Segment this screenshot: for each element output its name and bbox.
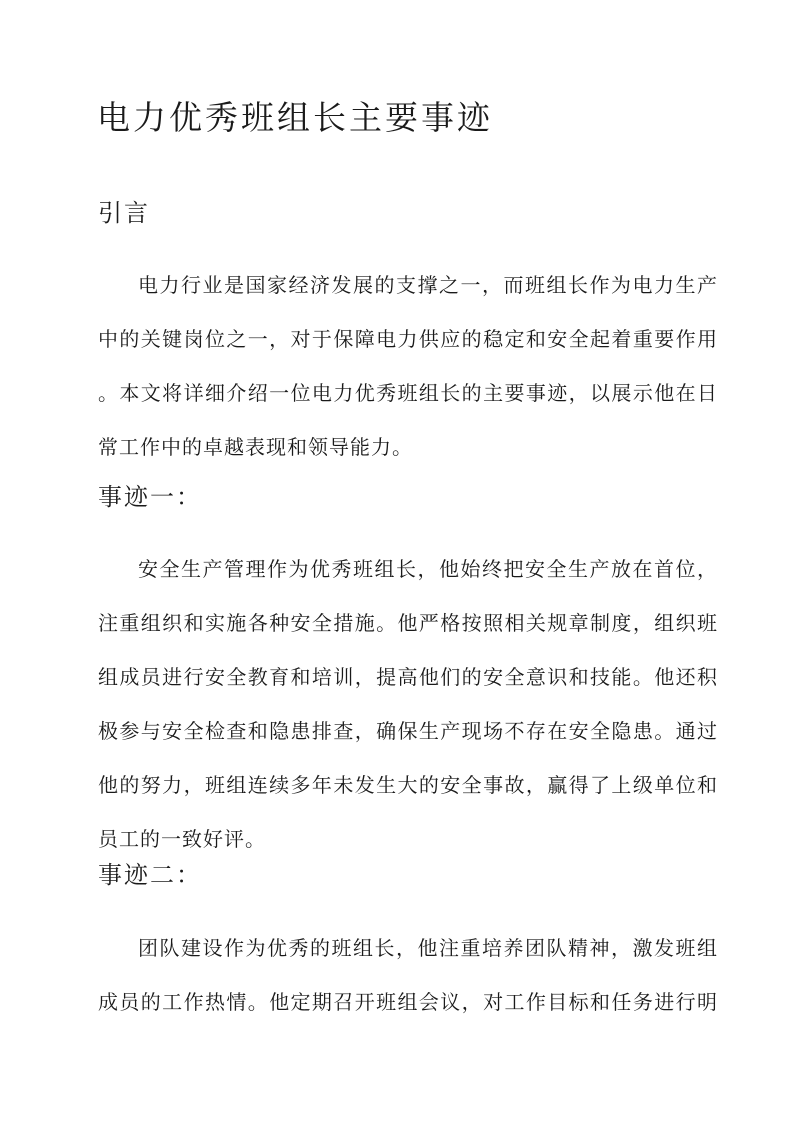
paragraph-line: 员工的一致好评。 xyxy=(98,827,266,851)
paragraph-line: 中的关键岗位之一，对于保障电力供应的稳定和安全起着重要作用 xyxy=(98,327,718,351)
deed-two-paragraph xyxy=(98,921,718,1029)
paragraph-line: 。本文将详细介绍一位电力优秀班组长的主要事迹，以展示他在日 xyxy=(98,381,718,405)
section-heading-introduction: 引言 xyxy=(98,199,150,227)
deed-one-paragraph xyxy=(98,542,718,866)
introduction-paragraph xyxy=(98,258,718,474)
paragraph-line: 安全生产管理作为优秀班组长，他始终把安全生产放在首位， xyxy=(138,557,718,581)
section-heading-deed-two: 事迹二： xyxy=(98,861,202,889)
paragraph-line: 极参与安全检查和隐患排查，确保生产现场不存在安全隐患。通过 xyxy=(98,719,718,743)
paragraph-line: 成员的工作热情。他定期召开班组会议，对工作目标和任务进行明 xyxy=(98,990,718,1014)
paragraph-line: 常工作中的卓越表现和领导能力。 xyxy=(98,435,413,459)
section-heading-deed-one: 事迹一： xyxy=(98,483,202,511)
paragraph-line: 注重组织和实施各种安全措施。他严格按照相关规章制度，组织班 xyxy=(98,611,718,635)
document-title: 电力优秀班组长主要事迹 xyxy=(97,98,493,137)
paragraph-line: 组成员进行安全教育和培训，提高他们的安全意识和技能。他还积 xyxy=(98,665,718,689)
paragraph-line: 电力行业是国家经济发展的支撑之一，而班组长作为电力生产 xyxy=(138,273,718,297)
paragraph-line: 团队建设作为优秀的班组长，他注重培养团队精神，激发班组 xyxy=(138,936,718,960)
paragraph-line: 他的努力，班组连续多年未发生大的安全事故，赢得了上级单位和 xyxy=(98,773,718,797)
